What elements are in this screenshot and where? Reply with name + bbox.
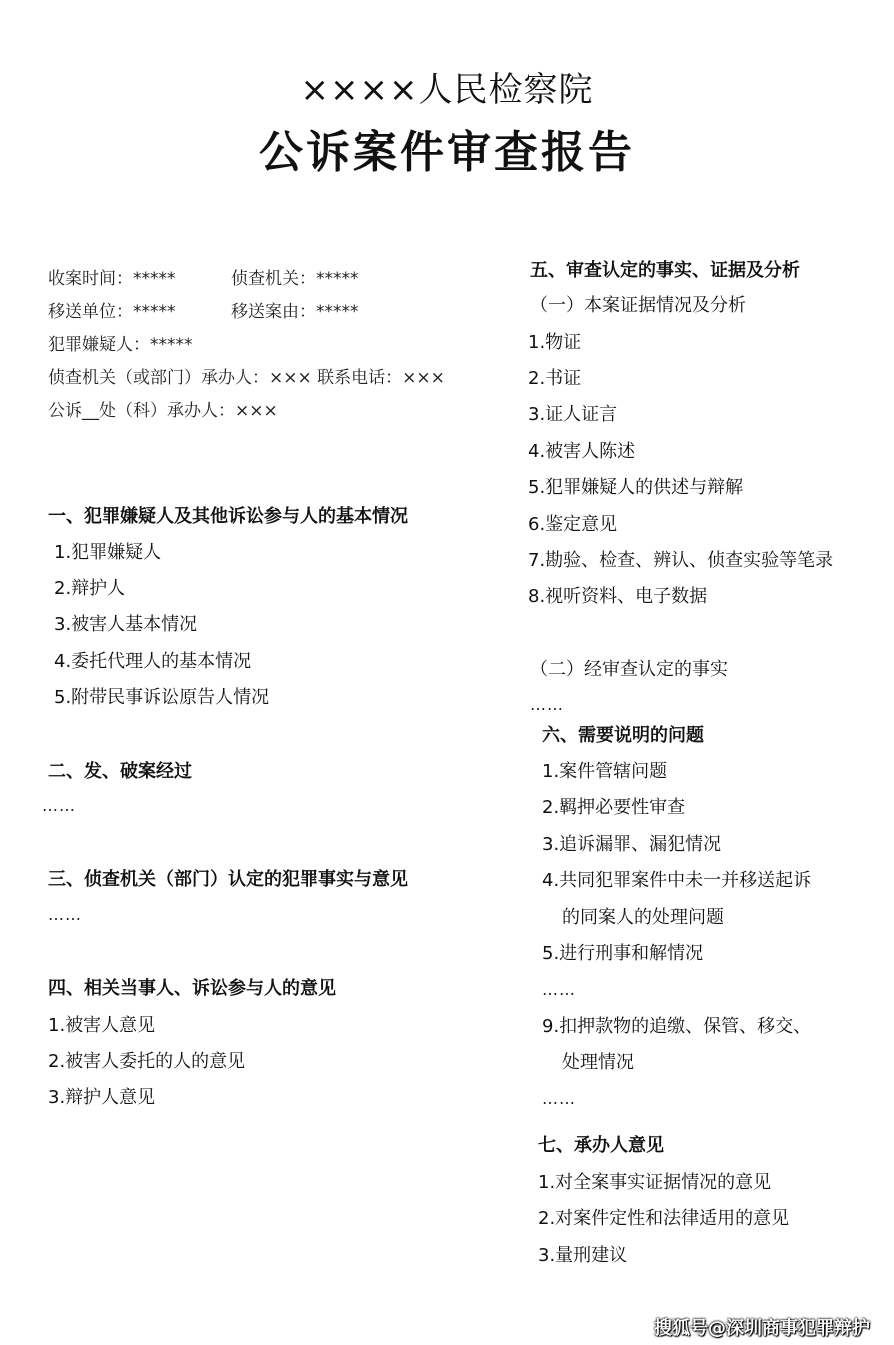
list-item: 5.进行刑事和解情况 <box>542 943 704 964</box>
investigation-handler: 侦查机关（或部门）承办人：××× 联系电话：××× <box>48 368 445 388</box>
list-item-continued: 处理情况 <box>562 1052 634 1073</box>
list-item: 1.对全案事实证据情况的意见 <box>538 1172 772 1193</box>
section-7-title: 七、承办人意见 <box>538 1135 664 1156</box>
section-6-title: 六、需要说明的问题 <box>542 725 704 746</box>
list-item: 5.犯罪嫌疑人的供述与辩解 <box>528 477 744 498</box>
receive-time: 收案时间：***** <box>48 269 176 289</box>
list-item: 2.辩护人 <box>54 578 126 599</box>
list-item: 4.被害人陈述 <box>528 441 636 462</box>
list-item: 3.追诉漏罪、漏犯情况 <box>542 834 722 855</box>
list-item: 1.案件管辖问题 <box>542 761 668 782</box>
list-item: 3.辩护人意见 <box>48 1087 156 1108</box>
list-item: 1.被害人意见 <box>48 1015 156 1036</box>
ellipsis: …… <box>42 796 76 815</box>
transfer-unit: 移送单位：***** <box>48 302 176 322</box>
list-item: 2.羁押必要性审查 <box>542 797 686 818</box>
ellipsis: …… <box>542 980 576 999</box>
subsection-title: （一）本案证据情况及分析 <box>530 295 746 316</box>
list-item: 8.视听资料、电子数据 <box>528 586 708 607</box>
list-item: 4.共同犯罪案件中未一并移送起诉 <box>542 870 812 891</box>
transfer-reason: 移送案由：***** <box>231 302 359 322</box>
list-item: 4.委托代理人的基本情况 <box>54 651 252 672</box>
list-item: 9.扣押款物的追缴、保管、移交、 <box>542 1016 812 1037</box>
list-item: 5.附带民事诉讼原告人情况 <box>54 687 270 708</box>
org-name: ××××人民检察院 <box>300 70 594 110</box>
list-item: 6.鉴定意见 <box>528 514 618 535</box>
section-3-title: 三、侦查机关（部门）认定的犯罪事实与意见 <box>48 869 408 890</box>
prosecution-handler: 公诉__处（科）承办人：××× <box>48 401 278 421</box>
list-item: 7.勘验、检查、辨认、侦查实验等笔录 <box>528 550 834 571</box>
suspect: 犯罪嫌疑人：***** <box>48 335 193 355</box>
list-item: 2.被害人委托的人的意见 <box>48 1051 246 1072</box>
ellipsis: …… <box>542 1089 576 1108</box>
subsection-title: （二）经审查认定的事实 <box>530 659 728 680</box>
investigation-org: 侦查机关：***** <box>231 269 359 289</box>
list-item: 3.被害人基本情况 <box>54 614 198 635</box>
list-item: 2.对案件定性和法律适用的意见 <box>538 1208 790 1229</box>
list-item: 1.物证 <box>528 332 582 353</box>
watermark: 搜狐号@深圳商事犯罪辩护 <box>654 1318 870 1339</box>
ellipsis: …… <box>530 695 564 714</box>
list-item-continued: 的同案人的处理问题 <box>562 907 724 928</box>
section-4-title: 四、相关当事人、诉讼参与人的意见 <box>48 978 336 999</box>
ellipsis: …… <box>48 905 82 924</box>
list-item: 3.量刑建议 <box>538 1245 628 1266</box>
section-2-title: 二、发、破案经过 <box>48 761 192 782</box>
list-item: 1.犯罪嫌疑人 <box>54 542 162 563</box>
list-item: 2.书证 <box>528 368 582 389</box>
section-1-title: 一、犯罪嫌疑人及其他诉讼参与人的基本情况 <box>48 506 408 527</box>
list-item: 3.证人证言 <box>528 404 618 425</box>
report-title: 公诉案件审查报告 <box>259 127 635 178</box>
section-5-title: 五、审查认定的事实、证据及分析 <box>530 260 800 281</box>
